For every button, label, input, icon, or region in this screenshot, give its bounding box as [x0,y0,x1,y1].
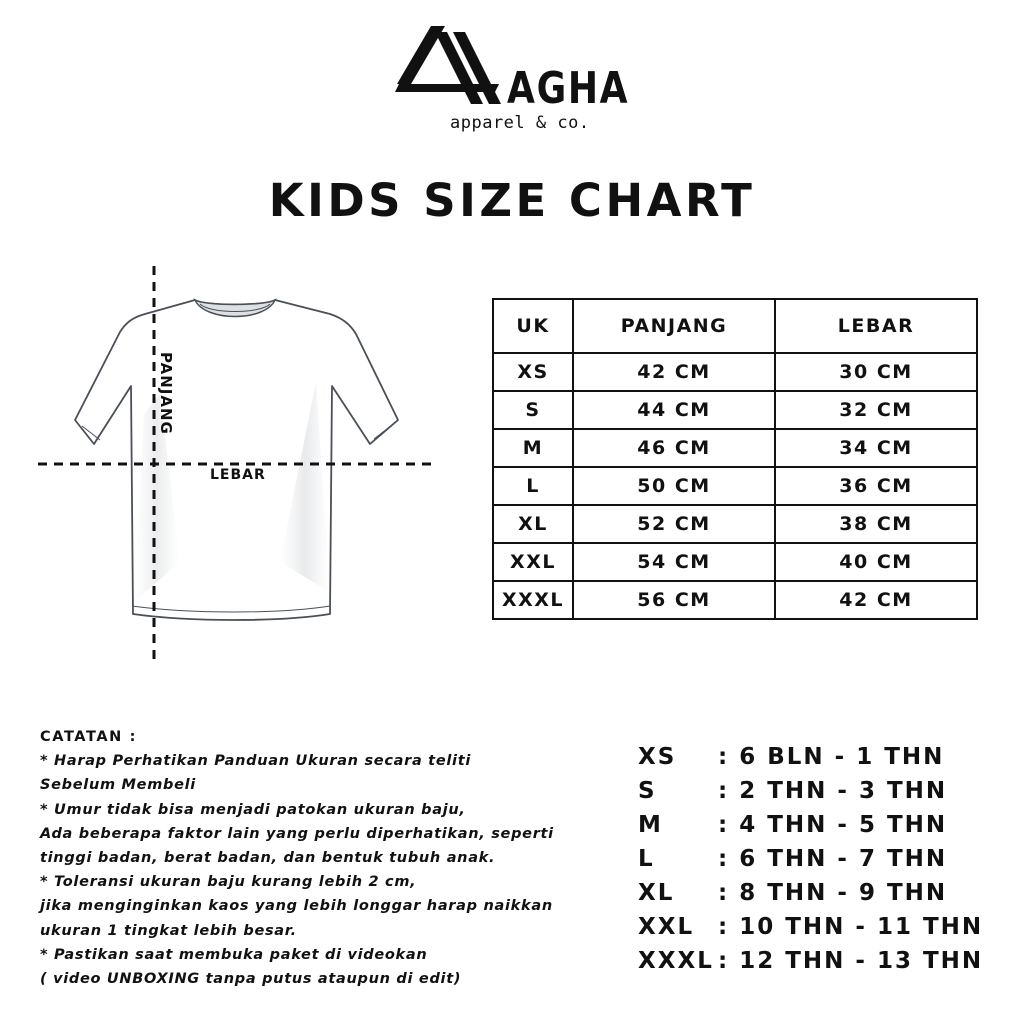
length-cell: 54 CM [573,543,775,581]
notes-heading: CATATAN : [40,729,137,745]
size-cell: L [493,467,573,505]
age-size: XS [638,744,677,770]
width-cell: 40 CM [775,543,977,581]
age-row [638,808,998,842]
table-row [493,353,977,391]
age-size: M [638,812,663,838]
table-row [493,505,977,543]
size-cell: XXXL [493,581,573,619]
width-cell: 38 CM [775,505,977,543]
note-line: tinggi badan, berat badan, dan bentuk tubuh anak. [40,850,496,867]
brand-logo [395,22,635,142]
note-line: jika menginginkan kaos yang lebih longgar harap naikkan [40,898,553,915]
length-cell: 56 CM [573,581,775,619]
age-range: : 6 THN - 7 THN [718,846,948,872]
width-cell: 42 CM [775,581,977,619]
note-line: ukuran 1 tingkat lebih besar. [40,922,297,939]
size-table [492,298,978,620]
page-title: KIDS SIZE CHART [268,174,756,227]
size-cell: XS [493,353,573,391]
length-cell: 52 CM [573,505,775,543]
width-cell: 34 CM [775,429,977,467]
age-row [638,876,998,910]
length-cell: 50 CM [573,467,775,505]
size-cell: XXL [493,543,573,581]
header-lebar: LEBAR [775,299,977,353]
age-range: : 4 THN - 5 THN [718,812,948,838]
width-label: LEBAR [210,467,266,483]
length-cell: 42 CM [573,353,775,391]
length-cell: 46 CM [573,429,775,467]
age-size: XL [638,880,675,906]
tshirt-outline [75,300,398,620]
length-cell: 44 CM [573,391,775,429]
note-line: * Pastikan saat membuka paket di videokan [40,946,428,963]
age-row [638,944,998,978]
brand-tagline: apparel & co. [450,113,590,133]
header-uk: UK [493,299,573,353]
table-row [493,429,977,467]
age-range: : 8 THN - 9 THN [718,880,948,906]
table-row [493,467,977,505]
age-row [638,842,998,876]
agha-logo-icon [395,24,505,108]
age-guide [638,740,998,978]
age-row [638,774,998,808]
brand-name: AGHA [507,63,630,114]
header-panjang: PANJANG [573,299,775,353]
size-cell: S [493,391,573,429]
table-row [493,543,977,581]
notes-section [40,725,620,991]
length-label: PANJANG [157,352,175,435]
width-cell: 36 CM [775,467,977,505]
size-cell: XL [493,505,573,543]
width-cell: 30 CM [775,353,977,391]
note-line: ( video UNBOXING tanpa putus ataupun di edit) [40,971,462,988]
table-row [493,391,977,429]
note-line: * Harap Perhatikan Panduan Ukuran secara teliti [40,753,471,770]
age-row [638,910,998,944]
table-row [493,581,977,619]
age-range: : 12 THN - 13 THN [718,948,984,974]
age-size: XXL [638,914,695,940]
note-line: * Umur tidak bisa menjadi patokan ukuran baju, [40,801,466,818]
note-line: Sebelum Membeli [40,777,196,794]
age-range: : 2 THN - 3 THN [718,778,948,804]
size-cell: M [493,429,573,467]
age-size: S [638,778,657,804]
age-range: : 6 BLN - 1 THN [718,744,945,770]
age-size: L [638,846,655,872]
note-line: * Toleransi ukuran baju kurang lebih 2 cm, [40,874,417,891]
age-size: XXXL [638,948,714,974]
note-line: Ada beberapa faktor lain yang perlu diperhatikan, seperti [40,825,554,842]
width-cell: 32 CM [775,391,977,429]
age-range: : 10 THN - 11 THN [718,914,984,940]
age-row [638,740,998,774]
size-table-header [493,299,977,353]
